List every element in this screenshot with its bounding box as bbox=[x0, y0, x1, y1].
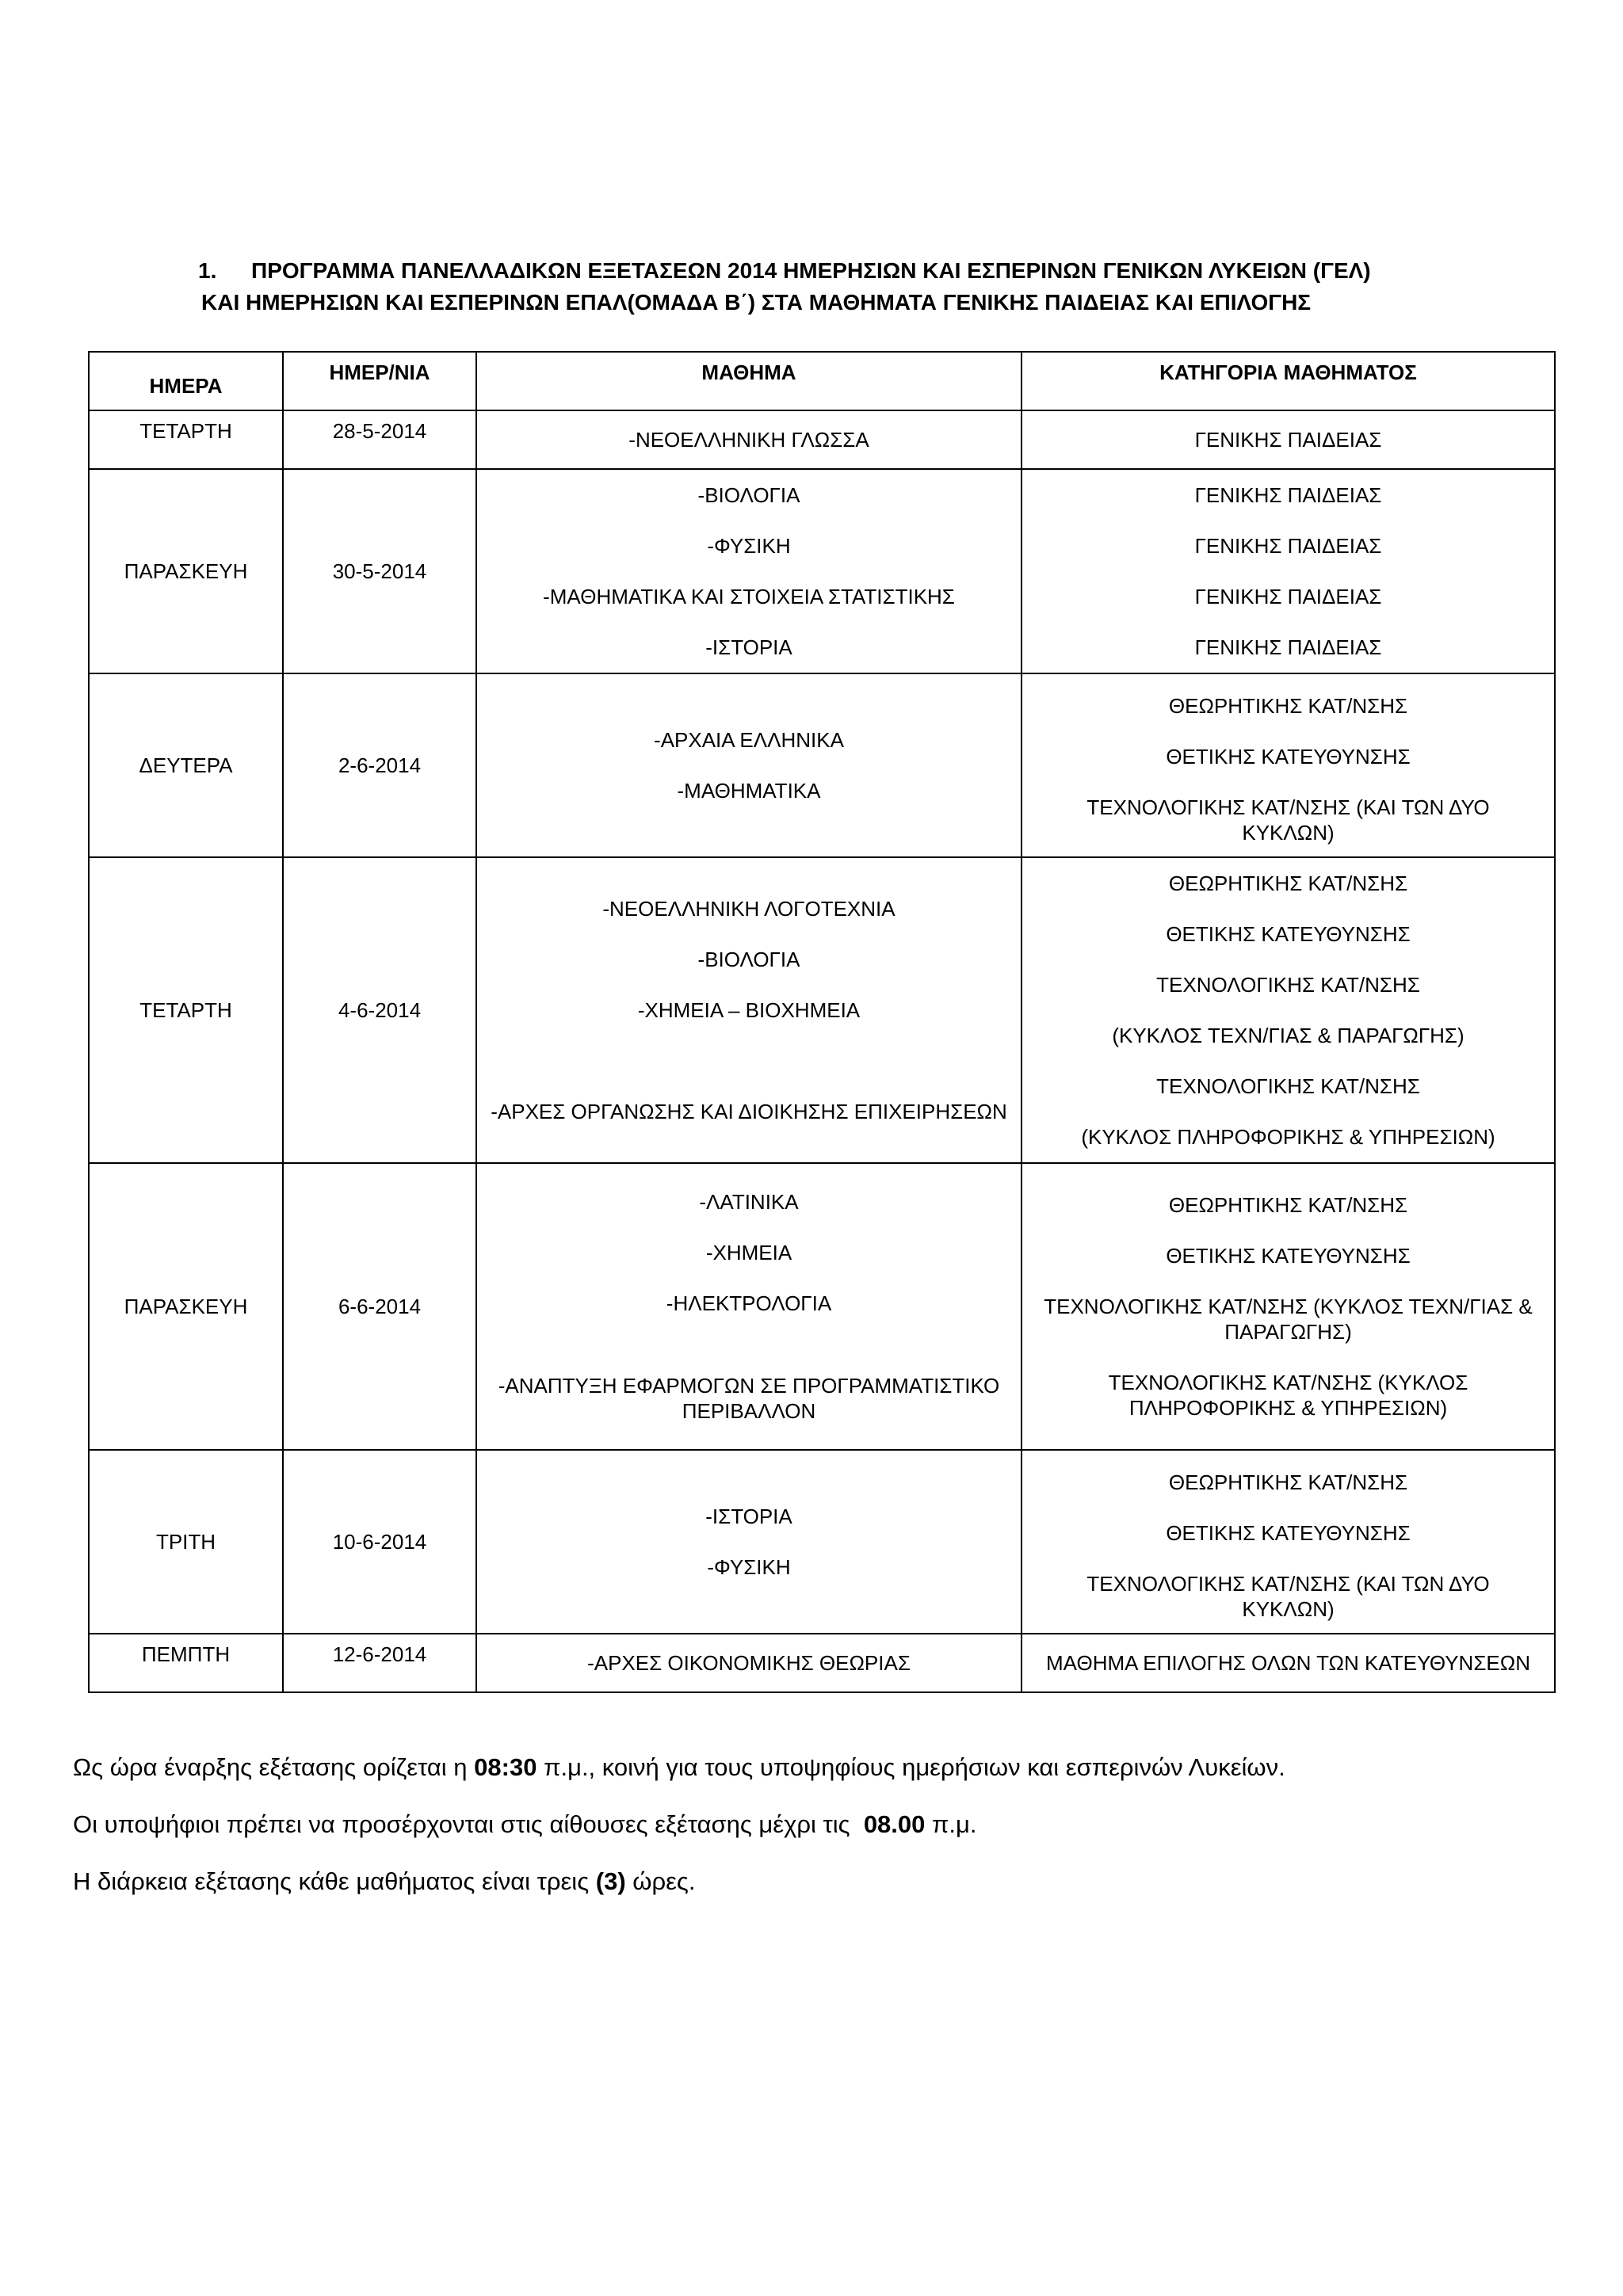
subject-item: -ΝΕΟΕΛΛΗΝΙΚΗ ΓΛΩΣΣΑ bbox=[628, 428, 869, 452]
subject-item: -ΑΝΑΠΤΥΞΗ ΕΦΑΡΜΟΓΩΝ ΣΕ ΠΡΟΓΡΑΜΜΑΤΙΣΤΙΚΟ ΠΕΡΙΒΑΛΛΟΝ bbox=[498, 1374, 1000, 1423]
subject-item: -ΑΡΧΕΣ ΟΙΚΟΝΟΜΙΚΗΣ ΘΕΩΡΙΑΣ bbox=[587, 1651, 911, 1675]
category-item: ΘΕΩΡΗΤΙΚΗΣ ΚΑΤ/ΝΣΗΣ bbox=[1168, 1470, 1408, 1494]
cell-day: ΠΑΡΑΣΚΕΥΗ bbox=[89, 1163, 283, 1450]
subject-item: -ΒΙΟΛΟΓΙΑ bbox=[697, 483, 800, 507]
subject-item: -ΜΑΘΗΜΑΤΙΚΑ bbox=[677, 779, 821, 803]
table-row bbox=[89, 673, 1555, 857]
cell-date: 28-5-2014 bbox=[283, 410, 476, 469]
note-text: Η διάρκεια εξέτασης κάθε μαθήματος είναι τρεις bbox=[73, 1867, 596, 1895]
document-title bbox=[198, 255, 1561, 318]
category-item: ΤΕΧΝΟΛΟΓΙΚΗΣ ΚΑΤ/ΝΣΗΣ (ΚΑΙ ΤΩΝ ΔΥΟ ΚΥΚΛΩΝ) bbox=[1086, 795, 1490, 845]
category-item: (ΚΥΚΛΟΣ ΤΕΧΝ/ΓΙΑΣ & ΠΑΡΑΓΩΓΗΣ) bbox=[1112, 1024, 1465, 1047]
cell-category bbox=[1022, 1634, 1555, 1692]
title-number: 1. bbox=[198, 258, 217, 283]
subject-item: -ΛΑΤΙΝΙΚΑ bbox=[699, 1190, 799, 1214]
table-header-row bbox=[89, 352, 1555, 410]
cell-subject bbox=[476, 410, 1022, 469]
category-item: ΓΕΝΙΚΗΣ ΠΑΙΔΕΙΑΣ bbox=[1194, 534, 1382, 558]
table-row bbox=[89, 857, 1555, 1163]
table-row bbox=[89, 1163, 1555, 1450]
subject-item: -ΑΡΧΕΣ ΟΡΓΑΝΩΣΗΣ ΚΑΙ ΔΙΟΙΚΗΣΗΣ ΕΠΙΧΕΙΡΗΣΕΩΝ bbox=[491, 1100, 1007, 1123]
category-item: ΤΕΧΝΟΛΟΓΙΚΗΣ ΚΑΤ/ΝΣΗΣ (ΚΑΙ ΤΩΝ ΔΥΟ ΚΥΚΛΩΝ) bbox=[1086, 1572, 1490, 1621]
category-item: ΘΕΤΙΚΗΣ ΚΑΤΕΥΘΥΝΣΗΣ bbox=[1166, 745, 1411, 769]
category-item: ΘΕΤΙΚΗΣ ΚΑΤΕΥΘΥΝΣΗΣ bbox=[1166, 922, 1411, 946]
note-text: π.μ., κοινή για τους υποψηφίους ημερήσιων και εσπερινών Λυκείων. bbox=[537, 1753, 1285, 1781]
note-bold: 08:30 bbox=[474, 1753, 537, 1781]
table-row bbox=[89, 1634, 1555, 1692]
category-item: ΘΕΤΙΚΗΣ ΚΑΤΕΥΘΥΝΣΗΣ bbox=[1166, 1244, 1411, 1268]
category-item: ΤΕΧΝΟΛΟΓΙΚΗΣ ΚΑΤ/ΝΣΗΣ bbox=[1156, 973, 1420, 997]
category-item: ΘΕΩΡΗΤΙΚΗΣ ΚΑΤ/ΝΣΗΣ bbox=[1168, 694, 1408, 718]
table-row bbox=[89, 410, 1555, 469]
cell-category bbox=[1022, 857, 1555, 1163]
category-item: ΘΕΩΡΗΤΙΚΗΣ ΚΑΤ/ΝΣΗΣ bbox=[1168, 871, 1408, 895]
category-item: ΜΑΘΗΜΑ ΕΠΙΛΟΓΗΣ ΟΛΩΝ ΤΩΝ ΚΑΤΕΥΘΥΝΣΕΩΝ bbox=[1046, 1651, 1530, 1675]
category-item: ΤΕΧΝΟΛΟΓΙΚΗΣ ΚΑΤ/ΝΣΗΣ (ΚΥΚΛΟΣ ΤΕΧΝ/ΓΙΑΣ & ΠΑΡΑΓΩΓΗΣ) bbox=[1044, 1295, 1533, 1344]
subject-item: -ΙΣΤΟΡΙΑ bbox=[705, 1505, 792, 1528]
cell-subject bbox=[476, 1450, 1022, 1634]
note-duration bbox=[73, 1853, 1285, 1910]
header-category: ΚΑΤΗΓΟΡΙΑ ΜΑΘΗΜΑΤΟΣ bbox=[1022, 352, 1555, 410]
cell-subject bbox=[476, 673, 1022, 857]
category-item: ΓΕΝΙΚΗΣ ΠΑΙΔΕΙΑΣ bbox=[1194, 585, 1382, 608]
subject-item: -ΦΥΣΙΚΗ bbox=[707, 1555, 791, 1579]
category-item: ΘΕΩΡΗΤΙΚΗΣ ΚΑΤ/ΝΣΗΣ bbox=[1168, 1193, 1408, 1217]
note-text: π.μ. bbox=[925, 1810, 977, 1838]
cell-date: 12-6-2014 bbox=[283, 1634, 476, 1692]
cell-day: ΠΑΡΑΣΚΕΥΗ bbox=[89, 469, 283, 673]
cell-category bbox=[1022, 1450, 1555, 1634]
category-item: ΤΕΧΝΟΛΟΓΙΚΗΣ ΚΑΤ/ΝΣΗΣ bbox=[1156, 1074, 1420, 1098]
header-day: ΗΜΕΡΑ bbox=[89, 352, 283, 410]
cell-category bbox=[1022, 469, 1555, 673]
subject-item: -ΝΕΟΕΛΛΗΝΙΚΗ ΛΟΓΟΤΕΧΝΙΑ bbox=[602, 897, 896, 921]
cell-date: 2-6-2014 bbox=[283, 673, 476, 857]
category-item: ΓΕΝΙΚΗΣ ΠΑΙΔΕΙΑΣ bbox=[1194, 635, 1382, 659]
cell-date: 6-6-2014 bbox=[283, 1163, 476, 1450]
cell-date: 10-6-2014 bbox=[283, 1450, 476, 1634]
cell-category bbox=[1022, 410, 1555, 469]
note-bold: (3) bbox=[595, 1867, 626, 1895]
category-item: (ΚΥΚΛΟΣ ΠΛΗΡΟΦΟΡΙΚΗΣ & ΥΠΗΡΕΣΙΩΝ) bbox=[1081, 1125, 1495, 1149]
note-start-time bbox=[73, 1739, 1285, 1796]
cell-subject bbox=[476, 1634, 1022, 1692]
title-line-1 bbox=[198, 255, 1561, 287]
cell-day: ΤΡΙΤΗ bbox=[89, 1450, 283, 1634]
note-bold: 08.00 bbox=[863, 1810, 926, 1838]
note-text: Ως ώρα έναρξης εξέτασης ορίζεται η bbox=[73, 1753, 475, 1781]
cell-date: 4-6-2014 bbox=[283, 857, 476, 1163]
cell-day: ΠΕΜΠΤΗ bbox=[89, 1634, 283, 1692]
exam-schedule-table bbox=[88, 351, 1556, 1693]
header-date: ΗΜΕΡ/ΝΙΑ bbox=[283, 352, 476, 410]
cell-subject bbox=[476, 469, 1022, 673]
category-item: ΓΕΝΙΚΗΣ ΠΑΙΔΕΙΑΣ bbox=[1194, 428, 1382, 452]
subject-item: -ΗΛΕΚΤΡΟΛΟΓΙΑ bbox=[666, 1291, 832, 1315]
subject-item: -ΑΡΧΑΙΑ ΕΛΛΗΝΙΚΑ bbox=[654, 728, 844, 752]
title-text-1: ΠΡΟΓΡΑΜΜΑ ΠΑΝΕΛΛΑΔΙΚΩΝ ΕΞΕΤΑΣΕΩΝ 2014 ΗΜΕΡΗΣΙΩΝ ΚΑΙ ΕΣΠΕΡΙΝΩΝ ΓΕΝΙΚΩΝ ΛΥΚΕΙΩΝ (ΓΕΛ) bbox=[251, 258, 1371, 283]
header-subject: ΜΑΘΗΜΑ bbox=[476, 352, 1022, 410]
note-text: ώρες. bbox=[625, 1867, 696, 1895]
subject-item: -ΦΥΣΙΚΗ bbox=[707, 534, 791, 558]
table-row bbox=[89, 469, 1555, 673]
subject-item: -ΙΣΤΟΡΙΑ bbox=[705, 635, 792, 659]
category-item: ΓΕΝΙΚΗΣ ΠΑΙΔΕΙΑΣ bbox=[1194, 483, 1382, 507]
note-arrival-time bbox=[73, 1796, 1285, 1853]
exam-notes bbox=[73, 1739, 1285, 1910]
subject-item: -ΜΑΘΗΜΑΤΙΚΑ ΚΑΙ ΣΤΟΙΧΕΙΑ ΣΤΑΤΙΣΤΙΚΗΣ bbox=[543, 585, 955, 608]
subject-item: -ΒΙΟΛΟΓΙΑ bbox=[697, 948, 800, 971]
cell-day: ΤΕΤΑΡΤΗ bbox=[89, 857, 283, 1163]
subject-item: -ΧΗΜΕΙΑ – ΒΙΟΧΗΜΕΙΑ bbox=[637, 998, 861, 1022]
cell-date: 30-5-2014 bbox=[283, 469, 476, 673]
cell-subject bbox=[476, 857, 1022, 1163]
note-text: Οι υποψήφιοι πρέπει να προσέρχονται στις αίθουσες εξέτασης μέχρι τις bbox=[73, 1810, 864, 1838]
table-row bbox=[89, 1450, 1555, 1634]
category-item: ΤΕΧΝΟΛΟΓΙΚΗΣ ΚΑΤ/ΝΣΗΣ (ΚΥΚΛΟΣ ΠΛΗΡΟΦΟΡΙΚΗΣ & ΥΠΗΡΕΣΙΩΝ) bbox=[1108, 1371, 1468, 1420]
cell-category bbox=[1022, 1163, 1555, 1450]
cell-category bbox=[1022, 673, 1555, 857]
subject-item: -ΧΗΜΕΙΑ bbox=[705, 1241, 792, 1264]
cell-day: ΤΕΤΑΡΤΗ bbox=[89, 410, 283, 469]
cell-subject bbox=[476, 1163, 1022, 1450]
category-item: ΘΕΤΙΚΗΣ ΚΑΤΕΥΘΥΝΣΗΣ bbox=[1166, 1521, 1411, 1545]
cell-day: ΔΕΥΤΕΡΑ bbox=[89, 673, 283, 857]
title-text-2: ΚΑΙ ΗΜΕΡΗΣΙΩΝ ΚΑΙ ΕΣΠΕΡΙΝΩΝ ΕΠΑΛ(ΟΜΑΔΑ Β΄) ΣΤΑ ΜΑΘΗΜΑΤΑ ΓΕΝΙΚΗΣ ΠΑΙΔΕΙΑΣ ΚΑΙ ΕΠΙΛΟΓΗΣ bbox=[201, 290, 1312, 315]
